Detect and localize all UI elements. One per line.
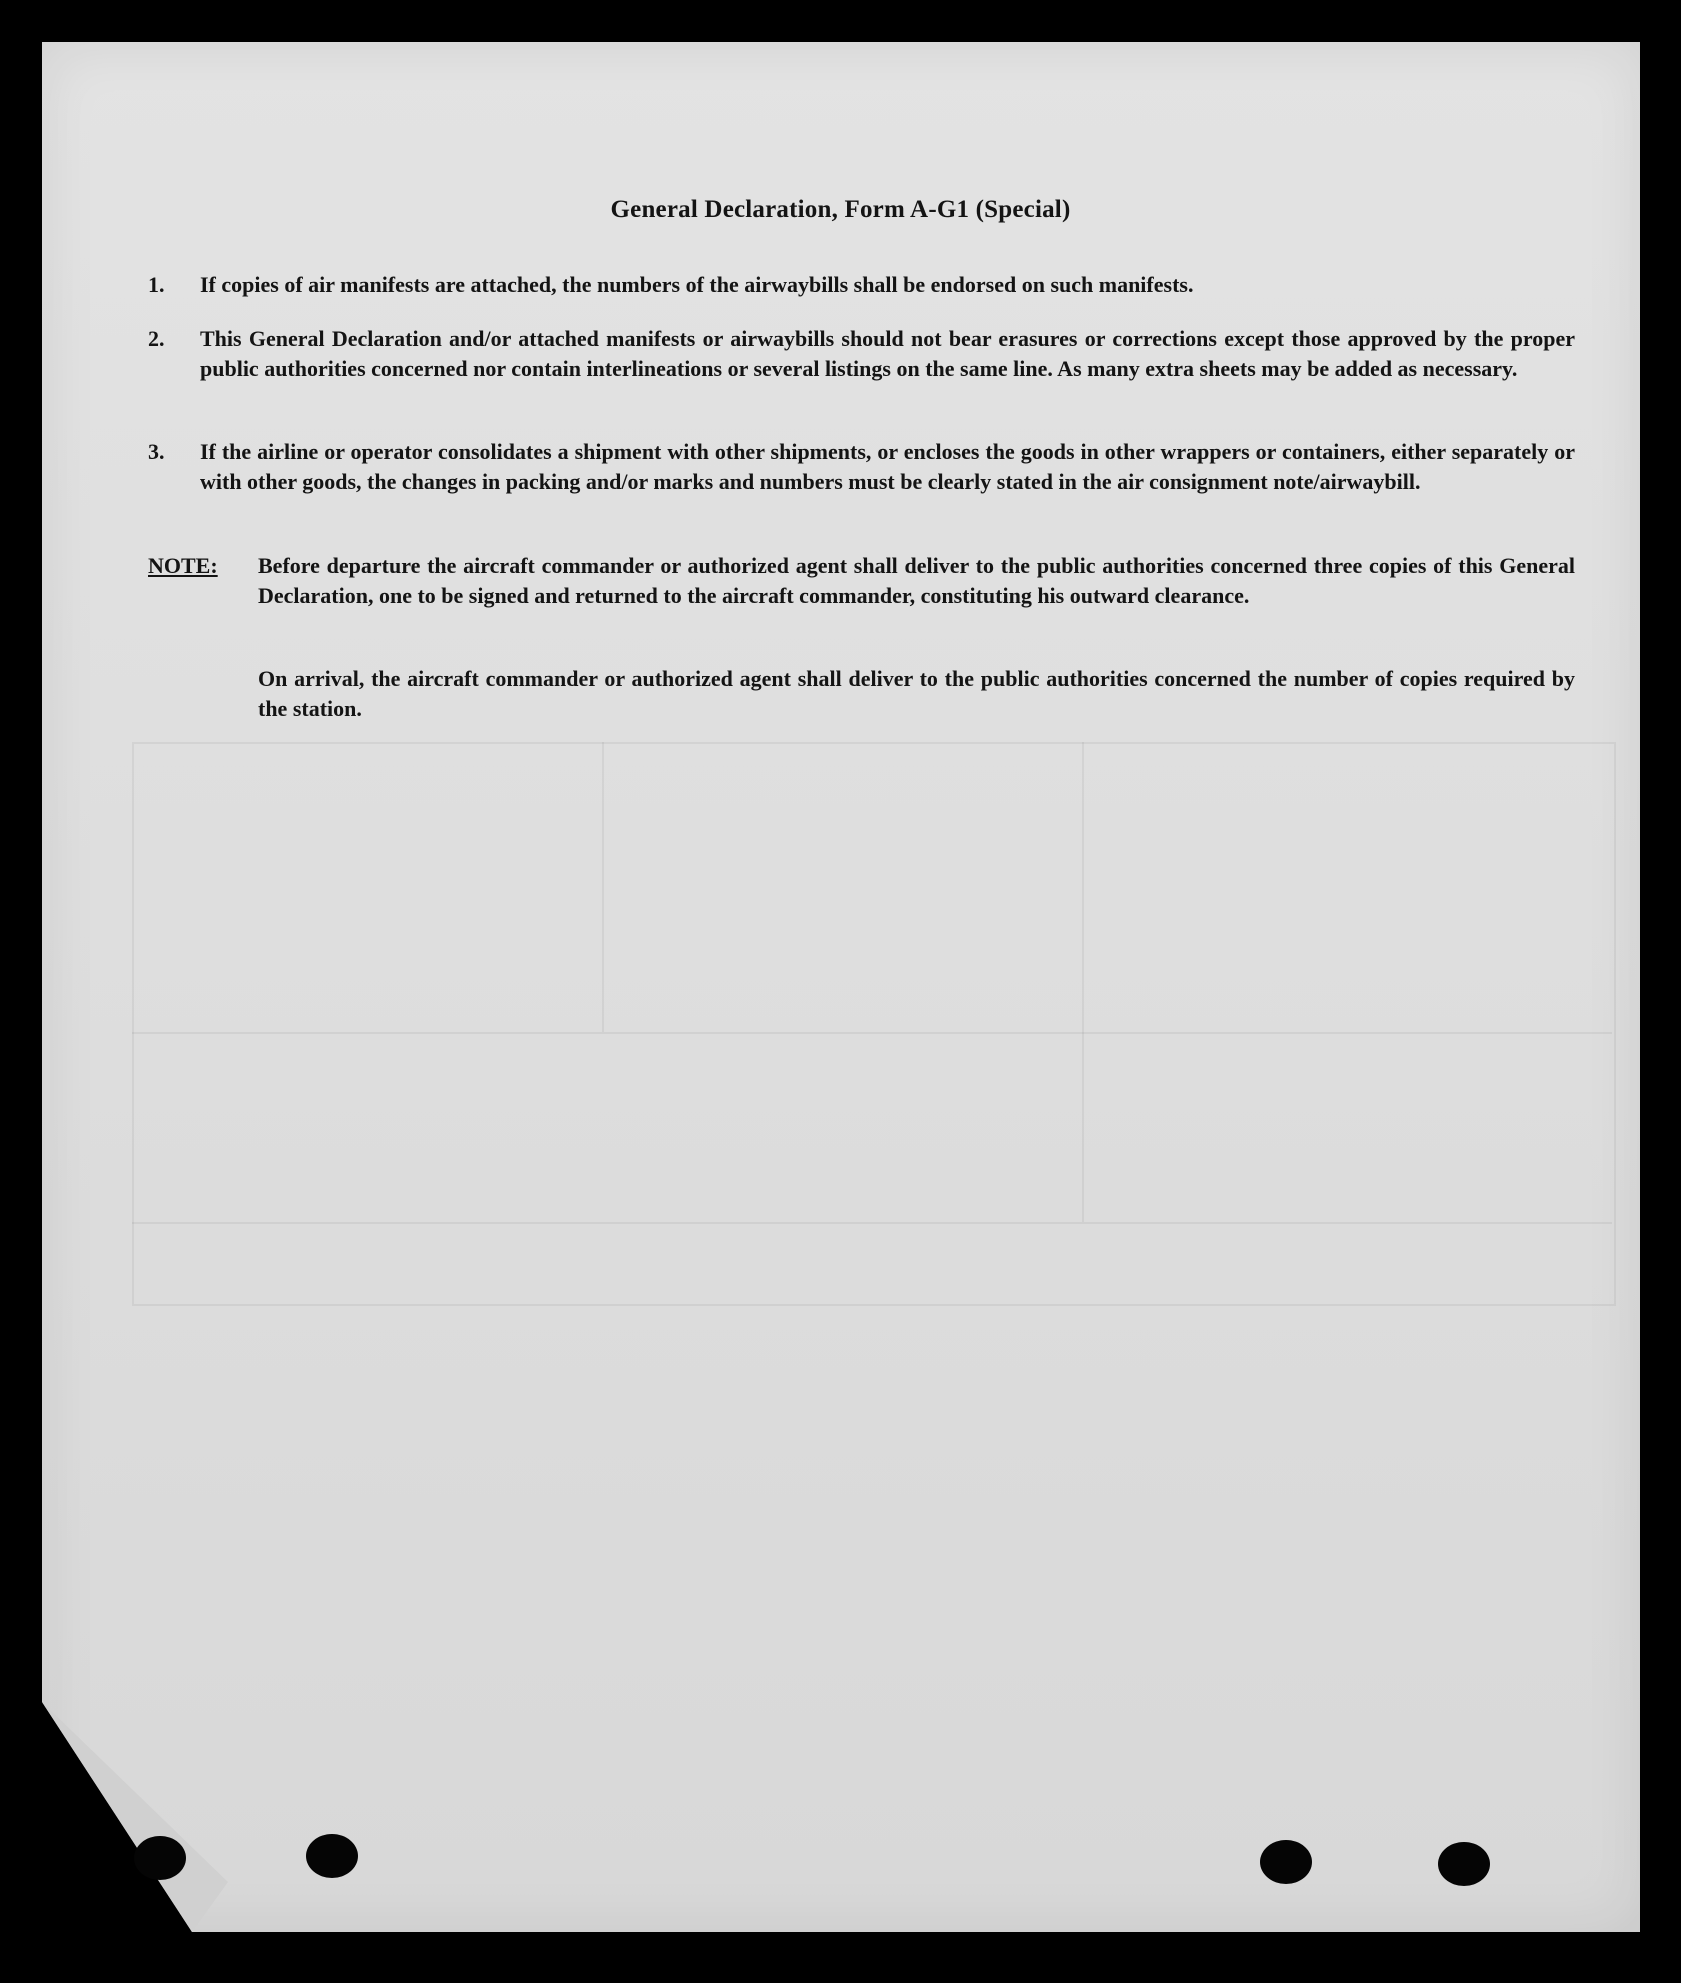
item-number: 2. xyxy=(148,326,165,351)
note-paragraph: Before departure the aircraft commander or authorized agent shall deliver to the public authorities concerned three copies of this General Declaration, one to be signed and returned to the aircraft commander, constituting his outward clearance. xyxy=(258,553,1575,608)
item-text: This General Declaration and/or attached manifests or airwaybills should not bear erasures or corrections except those approved by the proper public authorities concerned nor contain interlineations or several listings on the same line. As many extra sheets may be added as necessary. xyxy=(200,326,1575,381)
punch-hole xyxy=(134,1836,186,1880)
item-text: If the airline or operator consolidates a shipment with other shipments, or encloses the goods in other wrappers or containers, either separately or with other goods, the changes in packing and/or marks and numbers must be clearly stated in the air consignment note/airwaybill. xyxy=(200,439,1575,494)
punch-hole xyxy=(1260,1840,1312,1884)
punch-hole xyxy=(1438,1842,1490,1886)
item-number: 3. xyxy=(148,439,165,464)
note-label: NOTE: xyxy=(148,553,218,578)
bleed-through-line xyxy=(132,1032,1612,1034)
bleed-through-line xyxy=(602,742,604,1032)
item-number: 1. xyxy=(148,272,165,297)
bleed-through-line xyxy=(1082,742,1084,1222)
punch-hole xyxy=(306,1834,358,1878)
bleed-through-line xyxy=(132,1222,1612,1224)
item-text: If copies of air manifests are attached, the numbers of the airwaybills shall be endorsed on such manifests. xyxy=(200,272,1194,297)
note-paragraph: On arrival, the aircraft commander or authorized agent shall deliver to the public authorities concerned the number of copies required by the station. xyxy=(258,666,1575,721)
document-title: General Declaration, Form A-G1 (Special) xyxy=(610,196,1071,223)
